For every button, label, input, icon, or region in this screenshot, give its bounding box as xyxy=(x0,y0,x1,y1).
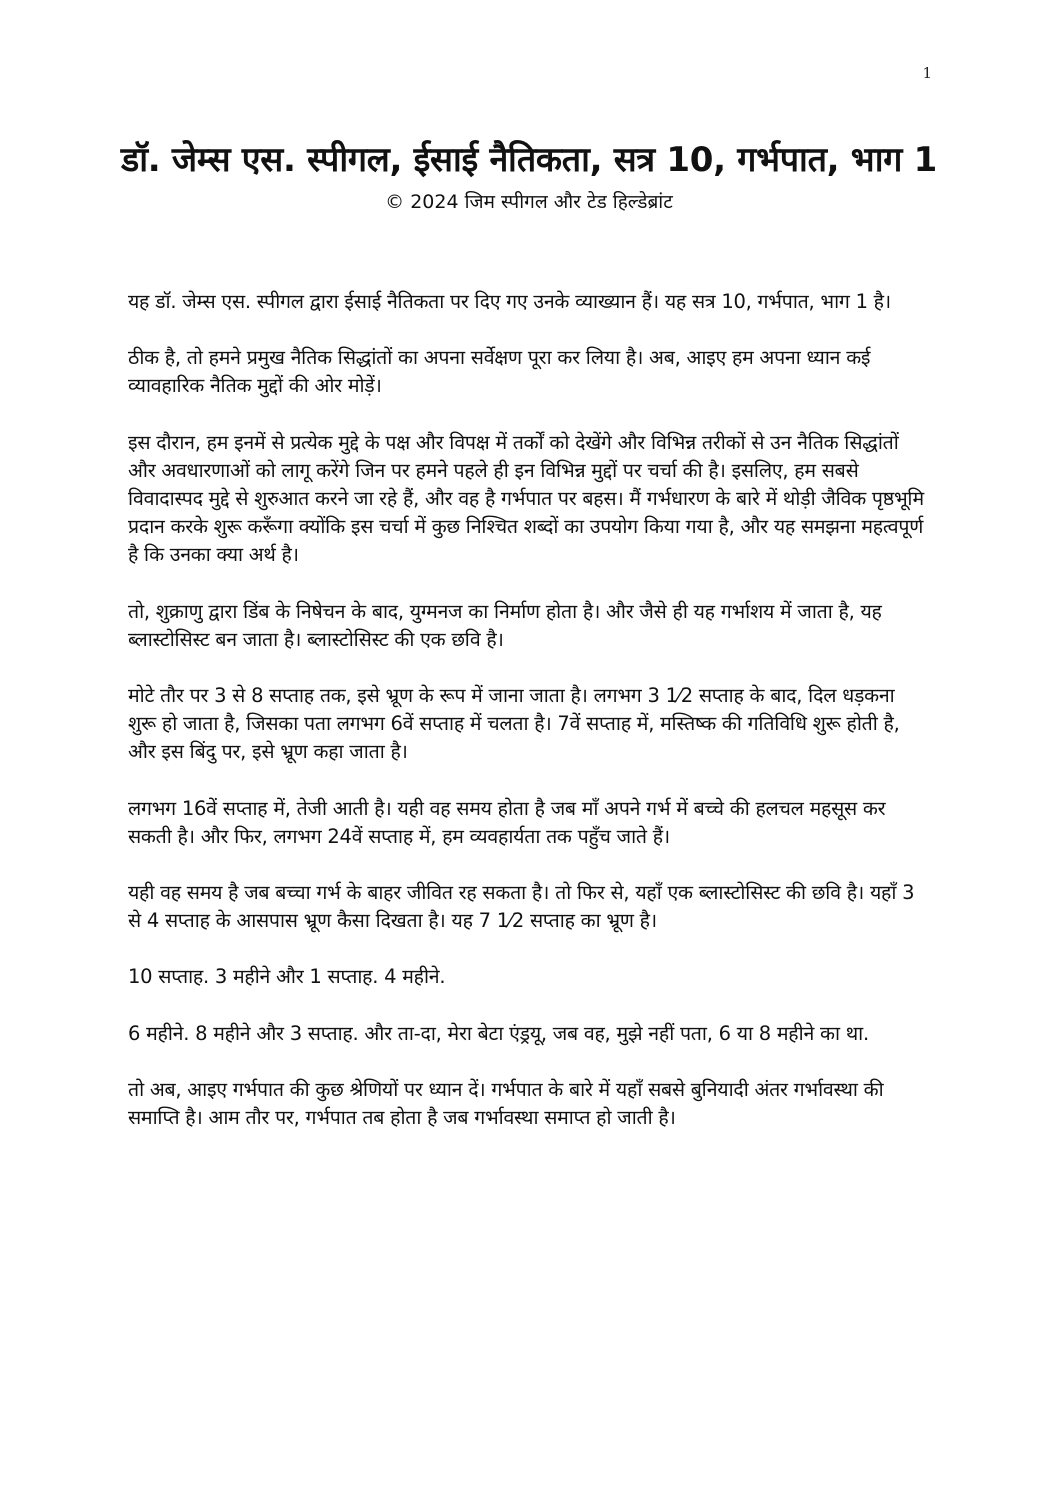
paragraph-intro: यह डॉ. जेम्स एस. स्पीगल द्वारा ईसाई नैतिकता पर दिए गए उनके व्याख्यान हैं। यह सत्र 10, गर्भपात, भाग 1 है। xyxy=(128,290,891,313)
paragraph-six-months: 6 महीने. 8 महीने और 3 सप्ताह. और ता-दा, मेरा बेटा एंड्रयू, जब वह, मुझे नहीं पता, 6 या 8 महीने का था. xyxy=(128,1021,869,1045)
paragraph-fertilization: तो, शुक्राणु द्वारा डिंब के निषेचन के बाद, युग्मनज का निर्माण होता है। और जैसे ही यह गर्भाशय में जाता है, यह ब्लास्टोसिस्ट बन जाता है। ब्लास्टोसिस्ट की एक छवि है। xyxy=(128,599,882,651)
paragraph-embryo-weeks: मोटे तौर पर 3 से 8 सप्ताह तक, इसे भ्रूण के रूप में जाना जाता है। लगभग 3 1⁄2 सप्ताह के बाद, दिल धड़कना शुरू हो जाता है, जिसका पता लगभग 6वें सप्ताह में चलता है। 7वें सप्ताह में, मस्तिष्क की गतिविधि शुरू होती है, और इस बिंदु पर, इसे भ्रूण कहा जाता है। xyxy=(128,684,900,764)
paragraph-ten-weeks: 10 सप्ताह. 3 महीने और 1 सप्ताह. 4 महीने. xyxy=(128,965,446,989)
paragraph-viability: यही वह समय है जब बच्चा गर्भ के बाहर जीवित रह सकता है। तो फिर से, यहाँ एक ब्लास्टोसिस्ट की छवि है। यहाँ 3 से 4 सप्ताह के आसपास भ्रूण कैसा दिखता है। यह 7 1⁄2 सप्ताह का भ्रूण है। xyxy=(128,881,915,933)
paragraph-categories: तो अब, आइए गर्भपात की कुछ श्रेणियों पर ध्यान दें। गर्भपात के बारे में यहाँ सबसे बुनियादी अंतर गर्भावस्था की समाप्ति है। आम तौर पर, गर्भपात तब होता है जब गर्भावस्था समाप्त हो जाती है। xyxy=(128,1077,884,1130)
paragraph-survey-complete: ठीक है, तो हमने प्रमुख नैतिक सिद्धांतों का अपना सर्वेक्षण पूरा कर लिया है। अब, आइए हम अपना ध्यान कई व्यावहारिक नैतिक मुद्दों की ओर मोड़ें। xyxy=(128,346,871,398)
paragraph-quickening: लगभग 16वें सप्ताह में, तेजी आती है। यही वह समय होता है जब माँ अपने गर्भ में बच्चे की हलचल महसूस कर सकती है। और फिर, लगभग 24वें सप्ताह में, हम व्यवहार्यता तक पहुँच जाते हैं। xyxy=(128,796,886,848)
paragraph-arguments: इस दौरान, हम इनमें से प्रत्येक मुद्दे के पक्ष और विपक्ष में तर्कों को देखेंगे और विभिन्न तरीकों से उन नैतिक सिद्धांतों और अवधारणाओं को लागू करेंगे जिन पर हमने पहले ही इन विभिन्न मुद्दों पर चर्चा की है। इसलिए, हम सबसे विवादास्पद मुद्दे से शुरुआत करने जा रहे हैं, और वह है गर्भपात पर बहस। मैं गर्भधारण के बारे में थोड़ी जैविक पृष्ठभूमि प्रदान करके शुरू करूँगा क्योंकि इस चर्चा में कुछ निश्चित शब्दों का उपयोग किया गया है, और यह समझना महत्वपूर्ण है कि उनका क्या अर्थ है। xyxy=(128,430,924,567)
document-title: डॉ. जेम्स एस. स्पीगल, ईसाई नैतिकता, सत्र 10, गर्भपात, भाग 1 xyxy=(121,140,937,180)
document-body xyxy=(128,288,928,1160)
copyright-line: © 2024 जिम स्पीगल और टेड हिल्डेब्रांट xyxy=(385,191,673,213)
page-number: 1 xyxy=(922,64,932,82)
document-header xyxy=(110,132,948,216)
